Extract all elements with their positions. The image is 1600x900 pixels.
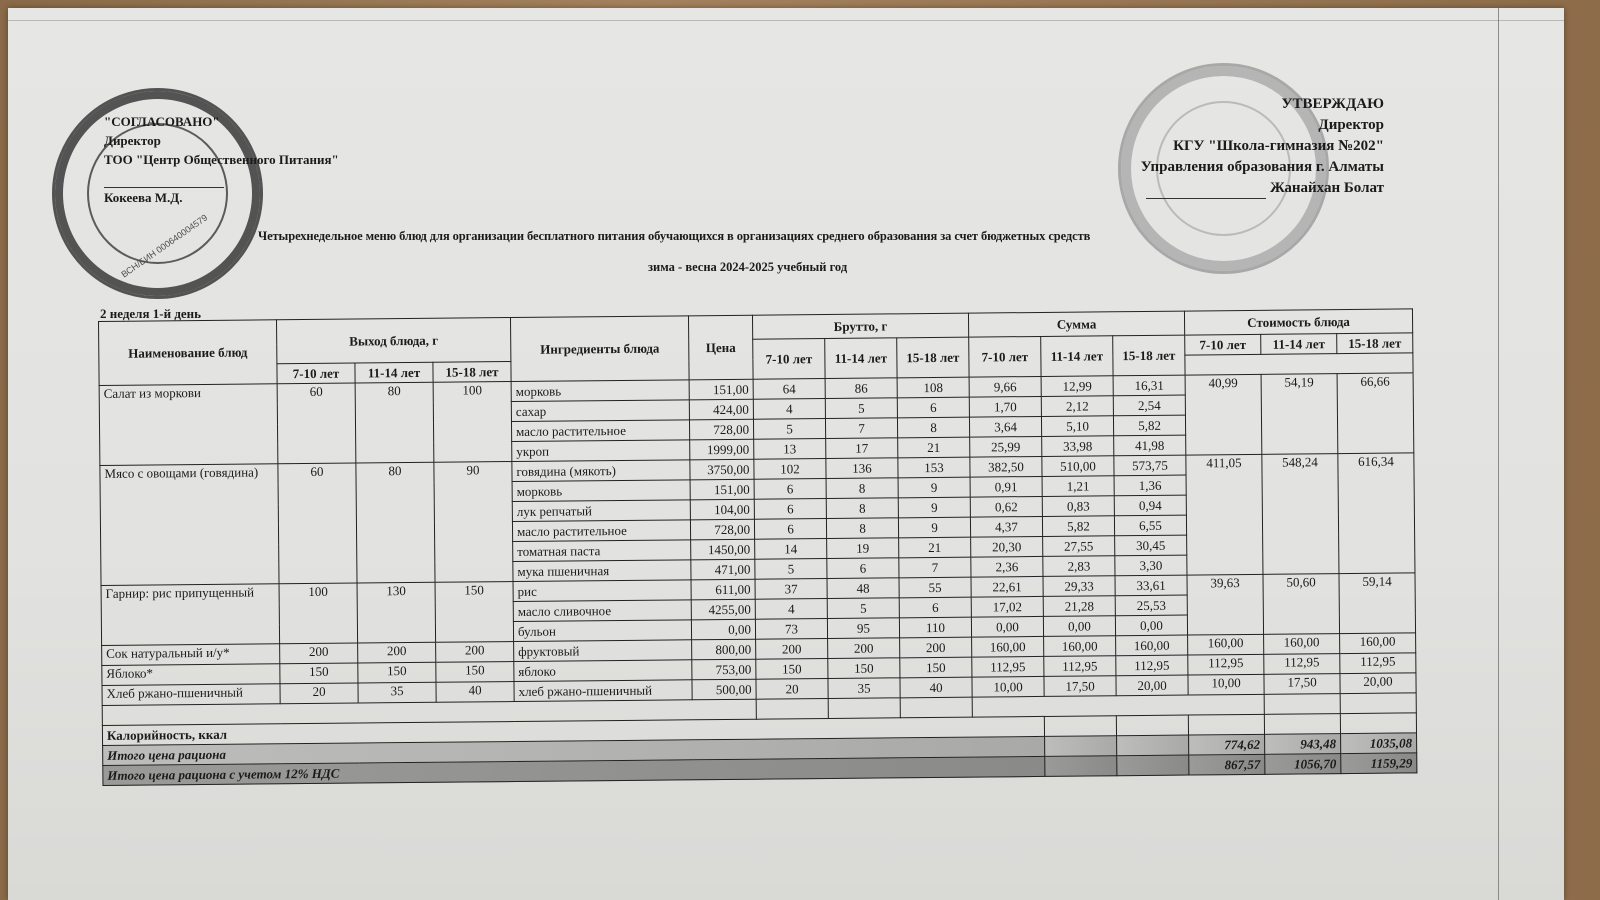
ingredient-sum: 2,54 bbox=[1113, 395, 1185, 416]
ingredient-brutto: 86 bbox=[825, 378, 897, 399]
ingredient-sum: 5,10 bbox=[1041, 416, 1113, 437]
ingredient-sum: 573,75 bbox=[1114, 455, 1186, 476]
ingredient-price: 800,00 bbox=[692, 639, 756, 660]
dish-cost: 112,95 bbox=[1188, 654, 1264, 675]
ingredient-name: бульон bbox=[513, 620, 691, 642]
ingredient-name: лук репчатый bbox=[512, 500, 690, 522]
ingredient-brutto: 8 bbox=[826, 478, 898, 499]
header-age: 15-18 лет bbox=[433, 362, 511, 383]
dish-name: Яблоко* bbox=[102, 664, 280, 686]
ingredient-name: мука пшеничная bbox=[513, 560, 691, 582]
ingredient-price: 104,00 bbox=[690, 499, 754, 520]
ingredient-brutto: 153 bbox=[898, 457, 970, 478]
ingredient-sum: 17,50 bbox=[1044, 676, 1116, 697]
ingredient-brutto: 200 bbox=[900, 637, 972, 658]
ingredient-name: масло растительное bbox=[512, 520, 690, 542]
ingredient-name: сахар bbox=[511, 400, 689, 422]
approval-organization: ТОО "Центр Общественного Питания" bbox=[104, 152, 339, 167]
dish-cost: 548,24 bbox=[1262, 454, 1339, 575]
ingredient-sum: 21,28 bbox=[1043, 596, 1115, 617]
dish-yield: 35 bbox=[358, 682, 436, 703]
ingredient-sum: 382,50 bbox=[970, 456, 1042, 477]
header-brutto: Брутто, г bbox=[752, 313, 968, 339]
ingredient-brutto: 5 bbox=[825, 398, 897, 419]
summary-label: Калорийность, ккал bbox=[102, 716, 1044, 745]
ingredient-brutto: 6 bbox=[754, 479, 826, 500]
ingredient-brutto: 4 bbox=[755, 599, 827, 620]
ingredient-price: 151,00 bbox=[689, 379, 753, 400]
header-age: 7-10 лет bbox=[969, 336, 1041, 377]
ingredient-brutto: 21 bbox=[899, 537, 971, 558]
header-age: 11-14 лет bbox=[1041, 336, 1113, 377]
summary-value: 943,48 bbox=[1265, 734, 1341, 755]
ingredient-sum: 20,30 bbox=[971, 536, 1043, 557]
ingredient-price: 728,00 bbox=[689, 419, 753, 440]
ingredient-name: фруктовый bbox=[514, 640, 692, 662]
document-page bbox=[8, 8, 1564, 900]
ingredient-brutto: 48 bbox=[827, 578, 899, 599]
dish-cost: 20,00 bbox=[1340, 673, 1416, 694]
ingredient-brutto: 102 bbox=[754, 459, 826, 480]
dish-name: Гарнир: рис припущенный bbox=[101, 584, 280, 646]
ingredient-brutto: 150 bbox=[828, 658, 900, 679]
ingredient-sum: 3,30 bbox=[1115, 555, 1187, 576]
ingredient-price: 753,00 bbox=[692, 659, 756, 680]
ingredient-price: 3750,00 bbox=[690, 459, 754, 480]
fold-line-vertical bbox=[1498, 8, 1499, 900]
dish-cost: 40,99 bbox=[1185, 374, 1262, 455]
ingredient-sum: 0,00 bbox=[1043, 616, 1115, 637]
ingredient-sum: 510,00 bbox=[1042, 456, 1114, 477]
dish-cost: 54,19 bbox=[1261, 374, 1338, 455]
dish-cost: 59,14 bbox=[1339, 573, 1416, 634]
ingredient-brutto: 40 bbox=[900, 677, 972, 698]
ingredient-brutto: 14 bbox=[755, 539, 827, 560]
ingredient-brutto: 6 bbox=[754, 499, 826, 520]
ingredient-brutto: 110 bbox=[899, 617, 971, 638]
header-age: 7-10 лет bbox=[277, 363, 355, 384]
ingredient-sum: 0,00 bbox=[1115, 615, 1187, 636]
ingredient-name: говядина (мякоть) bbox=[512, 460, 690, 482]
ingredient-brutto: 13 bbox=[754, 439, 826, 460]
ingredient-brutto: 55 bbox=[899, 577, 971, 598]
ingredient-sum: 160,00 bbox=[1116, 635, 1188, 656]
ingredient-brutto: 150 bbox=[900, 657, 972, 678]
ingredient-price: 500,00 bbox=[692, 679, 756, 700]
ingredient-sum: 1,36 bbox=[1114, 475, 1186, 496]
summary-label: Итого цена рациона bbox=[103, 736, 1045, 765]
header-yield: Выход блюда, г bbox=[276, 318, 510, 364]
ingredient-sum: 20,00 bbox=[1116, 675, 1188, 696]
dish-yield: 40 bbox=[436, 682, 514, 703]
ingredient-brutto: 73 bbox=[755, 619, 827, 640]
dish-yield: 150 bbox=[435, 582, 514, 643]
dish-cost: 17,50 bbox=[1264, 674, 1340, 695]
summary-value: 774,62 bbox=[1189, 734, 1265, 755]
dish-yield: 90 bbox=[434, 462, 513, 583]
dish-yield: 200 bbox=[358, 642, 436, 663]
ingredient-brutto: 5 bbox=[827, 598, 899, 619]
dish-name: Мясо с овощами (говядина) bbox=[100, 464, 279, 586]
ingredient-price: 4255,00 bbox=[691, 599, 755, 620]
summary-value: 1056,70 bbox=[1265, 754, 1341, 775]
ingredient-sum: 0,62 bbox=[970, 496, 1042, 517]
ingredient-sum: 5,82 bbox=[1113, 415, 1185, 436]
ingredient-sum: 112,95 bbox=[1116, 655, 1188, 676]
approval-block-right bbox=[1141, 94, 1384, 199]
ingredient-sum: 5,82 bbox=[1042, 516, 1114, 537]
ingredient-brutto: 108 bbox=[897, 377, 969, 398]
ingredient-price: 0,00 bbox=[691, 619, 755, 640]
summary-value: 1035,08 bbox=[1341, 733, 1417, 754]
ingredient-sum: 25,99 bbox=[970, 436, 1042, 457]
approval-block-left bbox=[104, 112, 339, 207]
ingredient-sum: 17,02 bbox=[971, 596, 1043, 617]
ingredient-sum: 1,70 bbox=[969, 396, 1041, 417]
ingredient-brutto: 6 bbox=[897, 397, 969, 418]
header-sum: Сумма bbox=[968, 311, 1184, 337]
dish-yield: 20 bbox=[280, 683, 358, 704]
ingredient-sum: 1,21 bbox=[1042, 476, 1114, 497]
menu-table-summary bbox=[102, 713, 1417, 786]
ingredient-sum: 112,95 bbox=[1044, 656, 1116, 677]
dish-name: Сок натуральный и/у* bbox=[102, 644, 280, 666]
dish-name: Салат из моркови bbox=[99, 384, 278, 466]
header-age: 15-18 лет bbox=[1337, 333, 1413, 354]
ingredient-brutto: 150 bbox=[756, 659, 828, 680]
ingredient-sum: 12,99 bbox=[1041, 376, 1113, 397]
ingredient-sum: 160,00 bbox=[972, 636, 1044, 657]
header-age: 7-10 лет bbox=[1185, 334, 1261, 355]
approval-signatory: Кокеева М.Д. bbox=[104, 190, 183, 205]
ingredient-brutto: 8 bbox=[826, 518, 898, 539]
summary-value bbox=[1264, 714, 1340, 735]
ingredient-name: морковь bbox=[511, 380, 689, 402]
header-dish-cost: Стоимость блюда bbox=[1184, 309, 1412, 335]
dish-cost: 160,00 bbox=[1188, 634, 1264, 655]
approval-position: Директор bbox=[104, 133, 161, 148]
ingredient-name: томатная паста bbox=[513, 540, 691, 562]
ingredient-sum: 0,83 bbox=[1042, 496, 1114, 517]
ingredient-brutto: 17 bbox=[826, 438, 898, 459]
day-label: 2 неделя 1-й день bbox=[100, 306, 202, 321]
ingredient-sum: 30,45 bbox=[1115, 535, 1187, 556]
ingredient-price: 728,00 bbox=[690, 519, 754, 540]
ingredient-sum: 160,00 bbox=[1044, 636, 1116, 657]
dish-yield: 80 bbox=[355, 382, 434, 463]
dish-yield: 200 bbox=[436, 642, 514, 663]
ingredient-brutto: 5 bbox=[753, 419, 825, 440]
dish-cost: 39,63 bbox=[1187, 574, 1264, 635]
summary-value: 867,57 bbox=[1189, 754, 1265, 775]
ingredient-sum: 3,64 bbox=[969, 416, 1041, 437]
ingredient-brutto: 64 bbox=[753, 379, 825, 400]
ingredient-sum: 0,00 bbox=[971, 616, 1043, 637]
ingredient-brutto: 136 bbox=[826, 458, 898, 479]
dish-cost: 10,00 bbox=[1188, 674, 1264, 695]
summary-value bbox=[1340, 713, 1416, 734]
ingredient-brutto: 21 bbox=[898, 437, 970, 458]
ingredient-name: морковь bbox=[512, 480, 690, 502]
ingredient-sum: 33,61 bbox=[1115, 575, 1187, 596]
ingredient-brutto: 6 bbox=[754, 519, 826, 540]
ingredient-name: рис bbox=[513, 580, 691, 602]
header-age: 11-14 лет bbox=[1261, 334, 1337, 355]
ingredient-sum: 41,98 bbox=[1114, 435, 1186, 456]
ingredient-brutto: 7 bbox=[825, 418, 897, 439]
dish-cost: 50,60 bbox=[1263, 574, 1340, 635]
ingredient-brutto: 6 bbox=[899, 597, 971, 618]
dish-cost: 66,66 bbox=[1337, 373, 1414, 454]
menu-table bbox=[98, 308, 1417, 786]
header-price: Цена bbox=[688, 315, 753, 380]
ingredient-sum: 6,55 bbox=[1114, 515, 1186, 536]
ingredient-brutto: 19 bbox=[827, 538, 899, 559]
ingredient-sum: 112,95 bbox=[972, 656, 1044, 677]
dish-cost: 411,05 bbox=[1186, 454, 1263, 575]
ingredient-brutto: 35 bbox=[828, 678, 900, 699]
header-age: 15-18 лет bbox=[1113, 335, 1185, 376]
ingredient-sum: 9,66 bbox=[969, 376, 1041, 397]
ingredient-brutto: 4 bbox=[753, 399, 825, 420]
ingredient-sum: 2,83 bbox=[1043, 556, 1115, 577]
ingredient-sum: 10,00 bbox=[972, 676, 1044, 697]
ingredient-price: 471,00 bbox=[691, 559, 755, 580]
ingredient-sum: 4,37 bbox=[970, 516, 1042, 537]
seal-bin-text: ВСН/БИН 000640004579 bbox=[119, 212, 210, 280]
ingredient-brutto: 7 bbox=[899, 557, 971, 578]
ingredient-brutto: 37 bbox=[755, 579, 827, 600]
ingredient-brutto: 95 bbox=[827, 618, 899, 639]
ingredient-brutto: 5 bbox=[755, 559, 827, 580]
header-age: 15-18 лет bbox=[897, 337, 969, 378]
ingredient-sum: 0,94 bbox=[1114, 495, 1186, 516]
header-age: 11-14 лет bbox=[825, 338, 897, 379]
ingredient-name: масло сливочное bbox=[513, 600, 691, 622]
ingredient-brutto: 8 bbox=[897, 417, 969, 438]
document-title: Четырехнедельное меню блюд для организации бесплатного питания обучающихся в организациях среднего образования за счет бюджетных средств bbox=[258, 229, 1091, 243]
ingredient-brutto: 9 bbox=[898, 497, 970, 518]
approval-heading: "СОГЛАСОВАНО" bbox=[104, 114, 220, 129]
ingredient-sum: 2,36 bbox=[971, 556, 1043, 577]
ingredient-sum: 29,33 bbox=[1043, 576, 1115, 597]
ingredient-brutto: 20 bbox=[756, 679, 828, 700]
dish-yield: 100 bbox=[279, 583, 358, 644]
approval-organization: КГУ "Школа-гимназия №202" bbox=[1173, 138, 1384, 154]
ingredient-sum: 25,53 bbox=[1115, 595, 1187, 616]
ingredient-price: 1999,00 bbox=[690, 439, 754, 460]
dish-cost: 160,00 bbox=[1340, 633, 1416, 654]
header-dish-name: Наименование блюд bbox=[99, 320, 278, 386]
header-age: 11-14 лет bbox=[355, 362, 433, 383]
document-subtitle: зима - весна 2024-2025 учебный год bbox=[648, 260, 848, 274]
ingredient-brutto: 9 bbox=[898, 477, 970, 498]
signature-line bbox=[1146, 198, 1266, 199]
ingredient-name: хлеб ржано-пшеничный bbox=[514, 680, 692, 702]
ingredient-brutto: 200 bbox=[828, 638, 900, 659]
ingredient-brutto: 9 bbox=[898, 517, 970, 538]
ingredient-name: укроп bbox=[512, 440, 690, 462]
ingredient-sum: 0,91 bbox=[970, 476, 1042, 497]
fold-line bbox=[8, 20, 1564, 21]
ingredient-sum: 22,61 bbox=[971, 576, 1043, 597]
dish-yield: 200 bbox=[280, 643, 358, 664]
ingredient-brutto: 8 bbox=[826, 498, 898, 519]
dish-yield: 150 bbox=[436, 662, 514, 683]
header-age: 7-10 лет bbox=[753, 339, 825, 380]
ingredient-name: яблоко bbox=[514, 660, 692, 682]
dish-cost: 160,00 bbox=[1264, 634, 1340, 655]
dish-yield: 150 bbox=[358, 662, 436, 683]
header-ingredients: Ингредиенты блюда bbox=[510, 316, 689, 382]
ingredient-brutto: 200 bbox=[756, 639, 828, 660]
ingredient-name: масло растительное bbox=[511, 420, 689, 442]
ingredient-price: 611,00 bbox=[691, 579, 755, 600]
dish-yield: 60 bbox=[277, 383, 356, 464]
ingredient-brutto: 6 bbox=[827, 558, 899, 579]
ingredient-sum: 27,55 bbox=[1043, 536, 1115, 557]
dish-yield: 100 bbox=[433, 382, 512, 463]
approval-department: Управления образования г. Алматы bbox=[1140, 159, 1384, 175]
approval-heading: УТВЕРЖДАЮ bbox=[1281, 96, 1384, 112]
summary-value: 1159,29 bbox=[1341, 753, 1417, 774]
dish-cost: 112,95 bbox=[1264, 654, 1340, 675]
ingredient-sum: 2,12 bbox=[1041, 396, 1113, 417]
ingredient-price: 1450,00 bbox=[691, 539, 755, 560]
ingredient-sum: 16,31 bbox=[1113, 375, 1185, 396]
summary-label: Итого цена рациона с учетом 12% НДС bbox=[103, 756, 1045, 785]
ingredient-sum: 33,98 bbox=[1042, 436, 1114, 457]
summary-value bbox=[1188, 714, 1264, 735]
menu-table-body bbox=[99, 373, 1416, 726]
dish-yield: 130 bbox=[357, 582, 436, 643]
approval-signatory: Жанайхан Болат bbox=[1269, 180, 1384, 196]
ingredient-price: 424,00 bbox=[689, 399, 753, 420]
dish-cost: 616,34 bbox=[1338, 453, 1415, 574]
dish-yield: 150 bbox=[280, 663, 358, 684]
dish-cost: 112,95 bbox=[1340, 653, 1416, 674]
dish-yield: 60 bbox=[278, 463, 357, 584]
approval-position: Директор bbox=[1318, 117, 1384, 133]
dish-yield: 80 bbox=[356, 462, 435, 583]
dish-name: Хлеб ржано-пшеничный bbox=[102, 684, 280, 706]
ingredient-price: 151,00 bbox=[690, 479, 754, 500]
